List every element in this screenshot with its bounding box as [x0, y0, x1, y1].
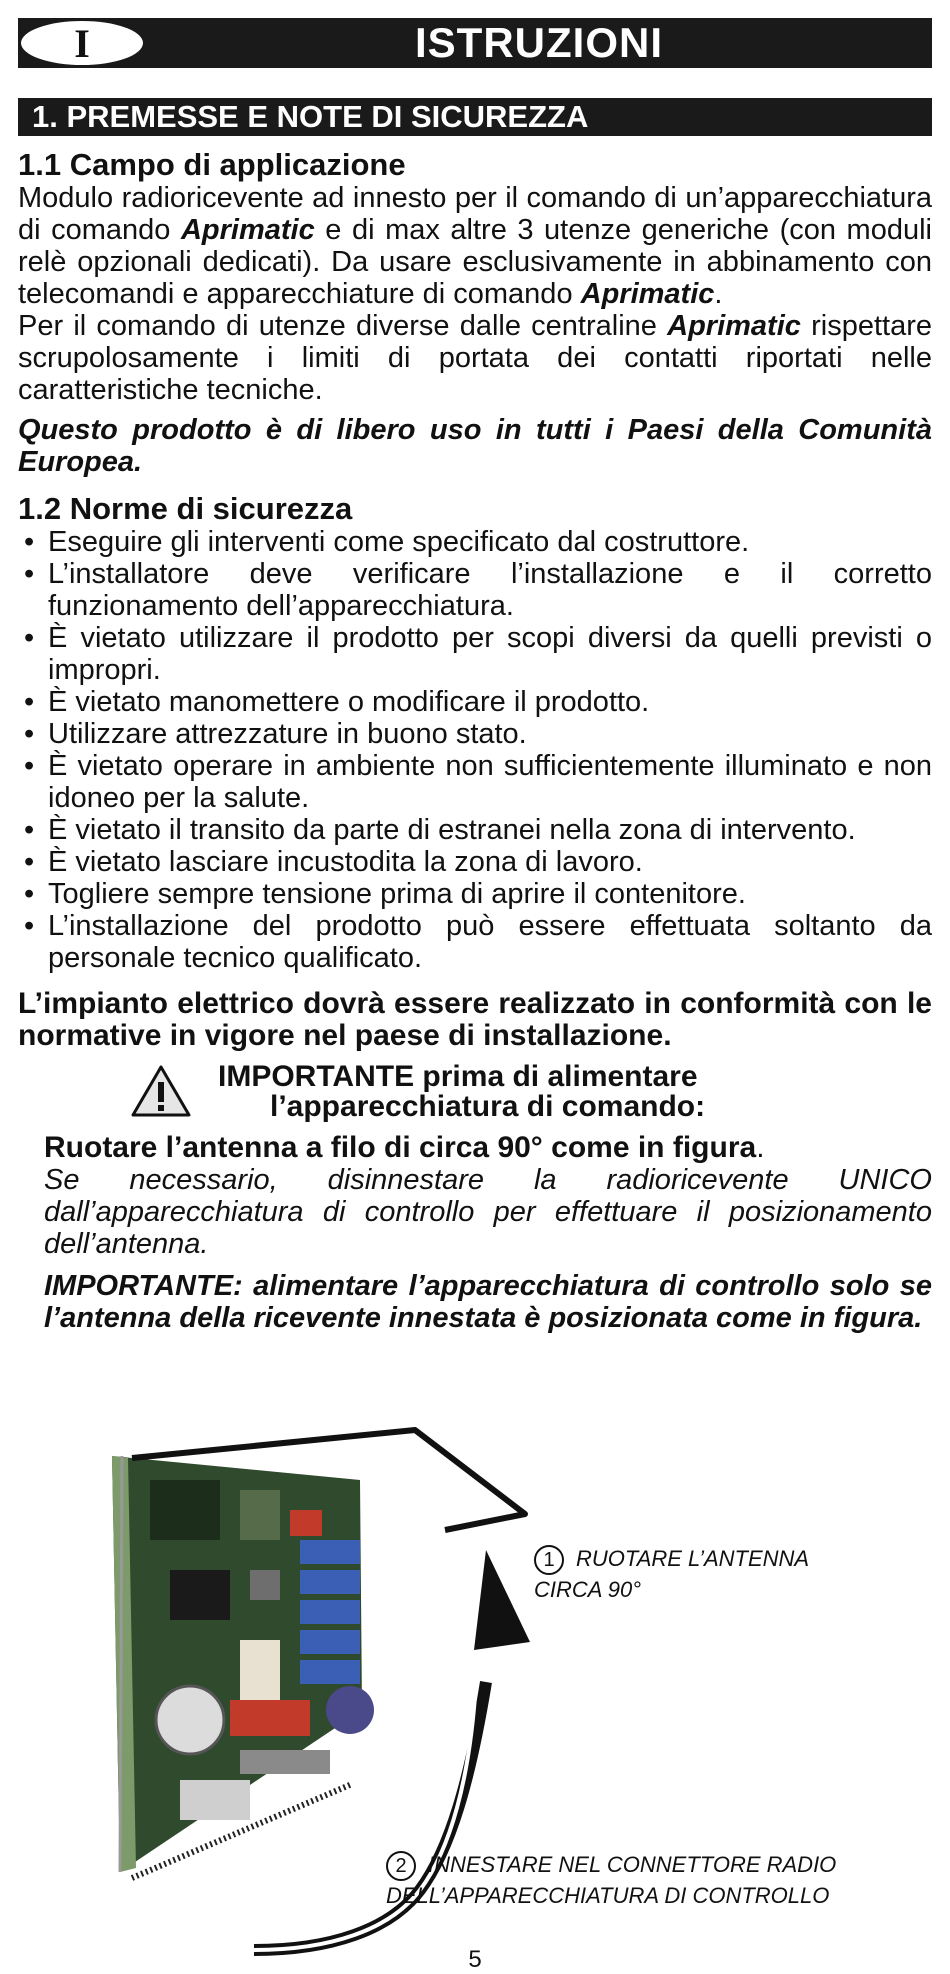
eu-note: Questo prodotto è di libero uso in tutti i Paesi della Comunità Europea. [18, 414, 932, 478]
important-box [18, 1060, 932, 1132]
list-item: • È vietato operare in ambiente non sufficientemente illuminato e non idoneo per la salute. [18, 750, 932, 814]
page-number: 5 [468, 1946, 482, 1973]
step-text: DELL’APPARECCHIATURA DI CONTROLLO [386, 1883, 830, 1909]
brand-name: Aprimatic [667, 310, 801, 342]
content [18, 148, 932, 1334]
step-2 [386, 1850, 836, 1911]
text-span: Modulo radioricevente ad innesto per il comando di un’apparecchiatura di comando [18, 182, 932, 246]
language-badge: I [18, 18, 146, 68]
step-number: 1 [534, 1545, 564, 1575]
important-title: IMPORTANTE prima di alimentare [218, 1060, 698, 1093]
step-text: CIRCA 90° [534, 1577, 642, 1603]
text-span: Per il comando di utenze diverse dalle centraline [18, 310, 668, 342]
power-warning: IMPORTANTE: alimentare l’apparecchiatura di controllo solo se l’antenna della ricevente innestata è posizionata come in figura. [44, 1270, 932, 1334]
warning-icon [130, 1064, 192, 1118]
section-title: 1. PREMESSE E NOTE DI SICUREZZA [18, 98, 932, 136]
heading-1-2: 1.2 Norme di sicurezza [18, 491, 353, 526]
list-item: • È vietato utilizzare il prodotto per scopi diversi da quelli previsti o impropri. [18, 622, 932, 686]
rotate-instruction [44, 1132, 932, 1164]
disconnect-instruction: Se necessario, disinnestare la radioricevente UNICO dall’apparecchiatura di controllo per effettuare il posizionamento dell’antenna. [44, 1164, 932, 1260]
paragraph-limits [18, 310, 932, 406]
list-item: • L’installatore deve verificare l’installazione e il corretto funzionamento dell’apparecchiatura. [18, 558, 932, 622]
brand-name: Aprimatic [180, 214, 315, 246]
text-span: rispettare scrupolosamente i limiti di portata dei contatti riportati nelle caratteristiche tecniche. [18, 310, 932, 406]
paragraph-application [18, 182, 932, 310]
heading-1-1: 1.1 Campo di applicazione [18, 147, 406, 182]
step-number: 2 [386, 1851, 416, 1881]
list-item: • Eseguire gli interventi come specificato dal costruttore. [18, 526, 932, 558]
text-span: e di max altre 3 utenze generiche (con moduli relè opzionali dedicati). Da usare esclusivamente in abbinamento con telecomandi e apparecchiature di comando [18, 214, 932, 310]
text-span: . [714, 278, 723, 310]
list-item: • È vietato il transito da parte di estranei nella zona di intervento. [18, 814, 932, 846]
page-title: ISTRUZIONI [415, 19, 663, 66]
list-item: • È vietato manomettere o modificare il prodotto. [18, 686, 932, 718]
important-subtitle: l’apparecchiatura di comando: [270, 1090, 706, 1123]
step-text: RUOTARE L’ANTENNA [576, 1546, 810, 1571]
step-1 [534, 1544, 809, 1605]
list-item: • L’installazione del prodotto può essere effettuata soltanto da personale tecnico qualificato. [18, 910, 932, 974]
title-bar [18, 18, 932, 68]
conformity-note: L’impianto elettrico dovrà essere realizzato in conformità con le normative in vigore nel paese di installazione. [18, 987, 932, 1052]
figure [0, 1420, 950, 1960]
brand-name: Aprimatic [580, 278, 715, 310]
safety-list [18, 526, 932, 974]
list-item: • Togliere sempre tensione prima di aprire il contenitore. [18, 878, 932, 910]
list-item: • Utilizzare attrezzature in buono stato. [18, 718, 932, 750]
step-text: INNESTARE NEL CONNETTORE RADIO [428, 1852, 837, 1877]
text-span: Ruotare l’antenna a filo di circa 90° come in figura [44, 1131, 757, 1164]
text-span: . [756, 1131, 765, 1164]
important-body [18, 1132, 932, 1334]
list-item: • È vietato lasciare incustodita la zona di lavoro. [18, 846, 932, 878]
